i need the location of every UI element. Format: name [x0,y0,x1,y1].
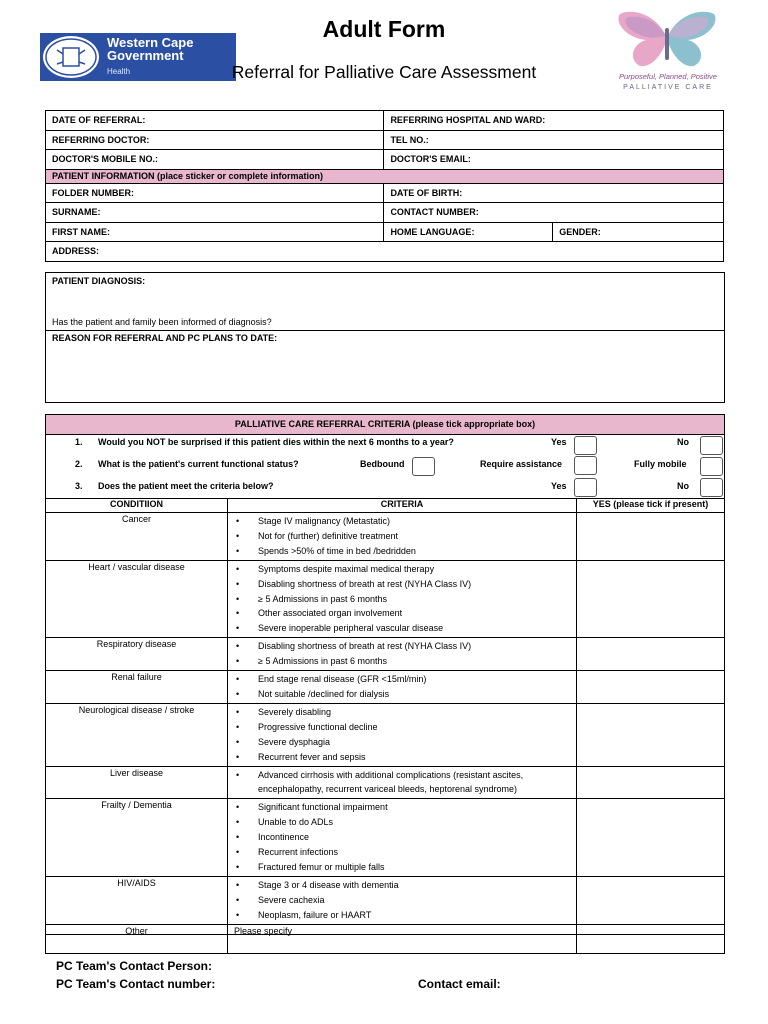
criteria-item: • Stage 3 or 4 disease with dementia [234,878,570,893]
q3-text: Does the patient meet the criteria below? [98,481,274,491]
q2-number: 2. [75,459,83,469]
gender-field[interactable]: GENDER: [553,222,724,242]
criteria-item: • Significant functional impairment [234,800,570,815]
criteria-item: • Not suitable /declined for dialysis [234,687,570,702]
condition-cell: Respiratory disease [46,638,228,671]
criteria-item: • Other associated organ involvement [234,606,570,621]
table-row [46,876,725,924]
address-field[interactable]: ADDRESS: [46,242,724,262]
logo-text: Western Cape Government [107,35,194,63]
condition-header: CONDITIION [46,499,228,513]
q3-yes-label: Yes [551,481,567,491]
table-row [46,560,725,638]
referral-details-table [45,110,724,262]
diagnosis-section [45,272,725,403]
q1-yes-label: Yes [551,437,567,447]
surname-field[interactable]: SURNAME: [46,203,384,223]
condition-cell: HIV/AIDS [46,876,228,924]
tel-no-field[interactable]: TEL NO.: [384,130,724,150]
reason-for-referral-label[interactable]: REASON FOR REFERRAL AND PC PLANS TO DATE: [52,333,278,343]
q1-no-label: No [677,437,689,447]
folder-number-field[interactable]: FOLDER NUMBER: [46,183,384,203]
condition-cell: Neurological disease / stroke [46,703,228,766]
q1-no-checkbox[interactable] [700,436,723,455]
condition-cell: Frailty / Dementia [46,799,228,877]
criteria-item: • Fractured femur or multiple falls [234,860,570,875]
condition-cell: Heart / vascular disease [46,560,228,638]
yes-tick-cell[interactable] [577,703,725,766]
q3-no-checkbox[interactable] [700,478,723,497]
yes-header: YES (please tick if present) [577,499,725,513]
criteria-item: • Disabling shortness of breath at rest (NYHA Class IV) [234,639,570,654]
please-specify-field[interactable]: Please specify [228,924,577,953]
q1-text: Would you NOT be surprised if this patient dies within the next 6 months to a year? [98,437,454,447]
logo-subtext: Health [107,67,131,76]
fully-mobile-label: Fully mobile [634,459,687,469]
patient-diagnosis-label[interactable]: PATIENT DIAGNOSIS: [52,276,146,286]
referring-hospital-field[interactable]: REFERRING HOSPITAL AND WARD: [384,111,724,131]
q3-yes-checkbox[interactable] [574,478,597,497]
criteria-item: • Severe dysphagia [234,735,570,750]
table-row [46,766,725,799]
table-row [46,638,725,671]
yes-tick-cell[interactable] [577,766,725,799]
page-title: Adult Form [322,16,446,42]
condition-cell: Other [46,924,228,953]
criteria-item: • ≥ 5 Admissions in past 6 months [234,654,570,669]
table-row [46,513,725,561]
criteria-header: CRITERIA [228,499,577,513]
divider [46,330,724,331]
yes-tick-cell[interactable] [577,671,725,704]
fully-mobile-checkbox[interactable] [700,457,723,476]
criteria-item: • Symptoms despite maximal medical therapy [234,562,570,577]
date-of-referral-field[interactable]: DATE OF REFERRAL: [46,111,384,131]
criteria-item: • End stage renal disease (GFR <15ml/min) [234,672,570,687]
contact-person-label: PC Team's Contact Person: [56,959,212,973]
criteria-item: • ≥ 5 Admissions in past 6 months [234,592,570,607]
condition-cell: Cancer [46,513,228,561]
yes-tick-cell[interactable] [577,876,725,924]
condition-cell: Renal failure [46,671,228,704]
criteria-item: • Stage IV malignancy (Metastatic) [234,514,570,529]
yes-tick-cell[interactable] [577,560,725,638]
date-of-birth-field[interactable]: DATE OF BIRTH: [384,183,724,203]
yes-tick-cell[interactable] [577,799,725,877]
doctor-mobile-field[interactable]: DOCTOR'S MOBILE NO.: [46,150,384,170]
patient-info-heading: PATIENT INFORMATION (place sticker or complete information) [46,169,724,183]
criteria-item: • Neoplasm, failure or HAART [234,908,570,923]
criteria-item: • Recurrent infections [234,845,570,860]
bedbound-checkbox[interactable] [412,457,435,476]
yes-tick-cell[interactable] [577,638,725,671]
table-row [46,703,725,766]
criteria-item: • Severe cachexia [234,893,570,908]
doctor-email-field[interactable]: DOCTOR'S EMAIL: [384,150,724,170]
yes-tick-cell[interactable] [577,924,725,953]
yes-tick-cell[interactable] [577,513,725,561]
criteria-item: • Advanced cirrhosis with additional complications (resistant ascites, encephalopathy, recurrent variceal bleeds, heptorenal syndrome) [234,768,570,798]
table-row [46,799,725,877]
condition-cell: Liver disease [46,766,228,799]
criteria-heading: PALLIATIVE CARE REFERRAL CRITERIA (please tick appropriate box) [46,415,724,435]
q1-number: 1. [75,437,83,447]
q2-text: What is the patient's current functional status? [98,459,299,469]
bedbound-label: Bedbound [360,459,405,469]
criteria-item: • Severe inoperable peripheral vascular disease [234,621,570,636]
table-row [46,924,725,953]
home-language-field[interactable]: HOME LANGUAGE: [384,222,553,242]
first-name-field[interactable]: FIRST NAME: [46,222,384,242]
q3-number: 3. [75,481,83,491]
referring-doctor-field[interactable]: REFERRING DOCTOR: [46,130,384,150]
criteria-item: • Disabling shortness of breath at rest (NYHA Class IV) [234,577,570,592]
contact-email-label: Contact email: [418,977,501,991]
criteria-item: • Severely disabling [234,705,570,720]
contact-number-label: PC Team's Contact number: [56,977,216,991]
q3-no-label: No [677,481,689,491]
criteria-item: • Unable to do ADLs [234,815,570,830]
criteria-item: • Recurrent fever and sepsis [234,750,570,765]
criteria-item: • Not for (further) definitive treatment [234,529,570,544]
page-subtitle: Referral for Palliative Care Assessment [231,62,537,82]
brand-name: PALLIATIVE CARE [623,84,713,91]
tagline: Purposeful, Planned, Positive [619,72,717,81]
contact-number-field[interactable]: CONTACT NUMBER: [384,203,724,223]
informed-question: Has the patient and family been informed of diagnosis? [52,317,272,327]
criteria-item: • Progressive functional decline [234,720,570,735]
require-assistance-checkbox[interactable] [574,456,597,475]
butterfly-logo-icon [612,8,722,74]
require-assistance-label: Require assistance [480,459,563,469]
table-row [46,671,725,704]
criteria-item: • Spends >50% of time in bed /bedridden [234,544,570,559]
q1-yes-checkbox[interactable] [574,436,597,455]
criteria-item: • Incontinence [234,830,570,845]
criteria-table [45,498,725,954]
